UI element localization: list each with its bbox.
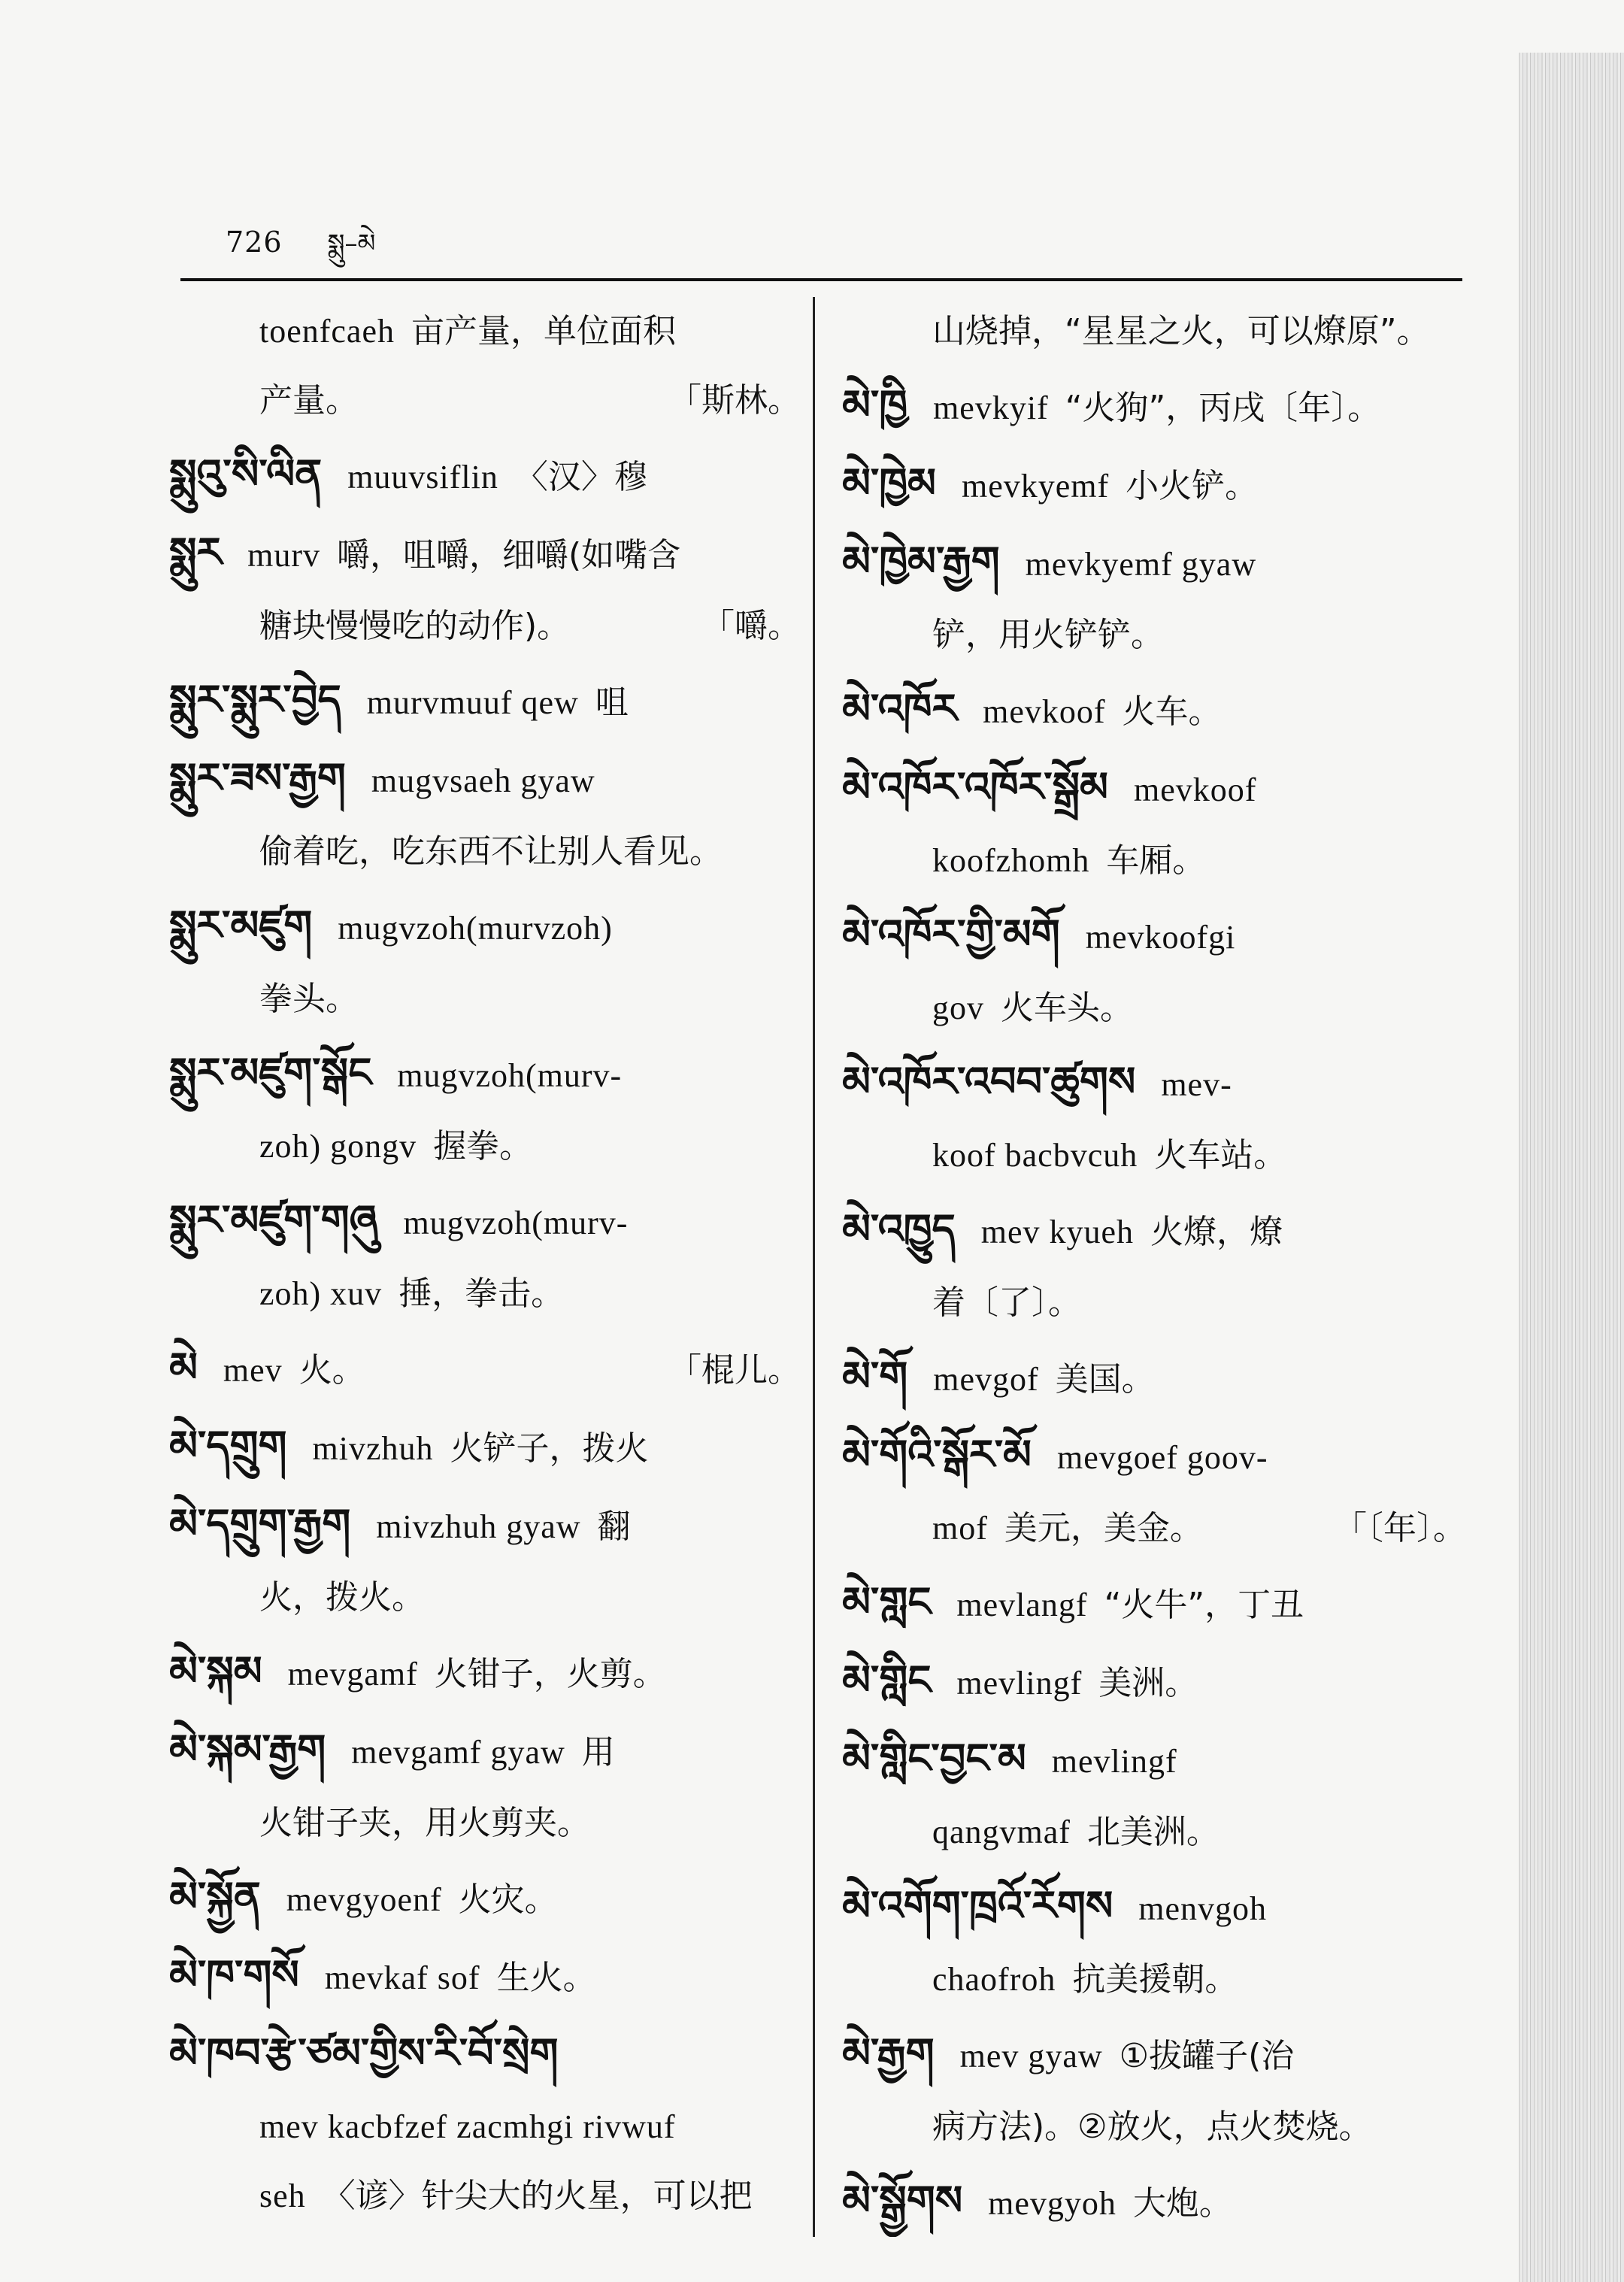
chinese-gloss: 偷着吃，吃东西不让别人看见。 — [259, 832, 723, 871]
chinese-gloss: 铲，用火铲铲。 — [932, 616, 1164, 654]
romanized-pronunciation: mevkaf sof — [324, 1959, 480, 1996]
romanized-pronunciation: koof bacbvcuh — [932, 1137, 1138, 1174]
chinese-gloss: 生火。 — [496, 1959, 596, 1997]
entry-continuation-line — [842, 1494, 1466, 1563]
page-header — [226, 214, 375, 267]
romanized-pronunciation: mev kyueh — [980, 1214, 1135, 1250]
dictionary-entry — [842, 366, 1466, 444]
tibetan-headword: མེ་འཁོར་འབབ་ཚུགས — [842, 1058, 1136, 1105]
chinese-gloss: 火燎，燎 — [1150, 1213, 1283, 1251]
left-column — [169, 297, 801, 2237]
romanized-pronunciation: koofzhomh — [932, 842, 1090, 879]
romanized-pronunciation: murvmuuf qew — [366, 684, 579, 721]
romanized-pronunciation: mevkoofgi — [1085, 919, 1236, 956]
margin-note: 「棍儿。 — [668, 1351, 801, 1390]
tibetan-headword: སྨུར་ཟས་རྒྱག — [169, 754, 346, 802]
dictionary-entry — [842, 1190, 1466, 1268]
column-divider — [813, 297, 815, 2237]
margin-note: 「〔年〕。 — [1334, 1509, 1466, 1547]
dictionary-entry — [169, 1858, 801, 1936]
entry-continuation-line — [169, 592, 801, 661]
romanized-pronunciation: mugvsaeh gyaw — [371, 762, 595, 799]
margin-note: 「斯林。 — [668, 381, 801, 420]
romanized-pronunciation: seh — [259, 2177, 306, 2214]
tibetan-headword: མེ་འཁོར་འཁོར་སྒྲོམ — [842, 763, 1108, 811]
tibetan-headword: མེ་སྐྱོན — [169, 1873, 261, 1920]
romanized-pronunciation: qangvmaf — [932, 1814, 1071, 1850]
dictionary-entry — [842, 444, 1466, 523]
scan-edge-shadow — [1519, 53, 1624, 2282]
tibetan-headword: སྨུའུ་སི་ལིན — [169, 450, 323, 498]
dictionary-entry — [842, 1563, 1466, 1641]
dictionary-entry — [169, 1632, 801, 1711]
romanized-pronunciation: muuvsiflin — [347, 459, 498, 495]
dictionary-entry — [169, 1034, 801, 1112]
tibetan-headword: མེ་སྐམ་རྒྱག — [169, 1726, 326, 1773]
header-rule — [180, 278, 1462, 281]
entry-continuation-line — [842, 1268, 1466, 1338]
entry-continuation-line — [169, 297, 801, 366]
dictionary-entry — [842, 1641, 1466, 1720]
chinese-gloss: 美元，美金。 — [1004, 1509, 1203, 1547]
tibetan-headword: མེ་ཁྱེམ — [842, 459, 936, 507]
dictionary-entry — [842, 1338, 1466, 1416]
dictionary-entry — [842, 2162, 1466, 2237]
romanized-pronunciation: mugvzoh(murv- — [397, 1057, 623, 1094]
header-word-range: སྨུ–མེ — [327, 229, 376, 259]
chinese-gloss: 糖块慢慢吃的动作)。 — [259, 607, 571, 645]
tibetan-headword: མེ་སྐམ — [169, 1647, 262, 1695]
tibetan-headword: མེ་དགྲུག་རྒྱག — [169, 1500, 351, 1547]
dictionary-entry — [169, 2014, 801, 2093]
chinese-gloss: 火。 — [298, 1351, 365, 1390]
romanized-pronunciation: mevlingf — [956, 1665, 1083, 1702]
dictionary-entry — [169, 514, 801, 592]
romanized-pronunciation: mevkyif — [933, 389, 1049, 426]
tibetan-headword: མེ་གླིང་བྱང་མ — [842, 1735, 1026, 1782]
chinese-gloss: 翻 — [597, 1508, 631, 1546]
romanized-pronunciation: mevkyemf gyaw — [1025, 546, 1257, 583]
romanized-pronunciation: mevgamf gyaw — [351, 1734, 565, 1771]
tibetan-headword: མེ་གོ — [842, 1353, 908, 1400]
dictionary-entry — [169, 1329, 801, 1407]
dictionary-entry — [169, 1936, 801, 2014]
dictionary-entry — [842, 748, 1466, 826]
romanized-pronunciation: toenfcaeh — [259, 313, 395, 350]
romanized-pronunciation: mugvzoh(murvzoh) — [338, 910, 613, 947]
tibetan-headword: མེ་གླིང — [842, 1656, 932, 1704]
romanized-pronunciation: mevgyoenf — [286, 1881, 442, 1918]
entry-continuation-line — [169, 2162, 801, 2231]
right-column — [842, 297, 1466, 2237]
dictionary-entry — [842, 523, 1466, 601]
tibetan-headword: སྨུར་མཛུག་གཞུ — [169, 1196, 378, 1244]
romanized-pronunciation: mevkoof — [1133, 771, 1257, 808]
chinese-gloss: 山烧掉，“星星之火，可以燎原”。 — [932, 312, 1430, 350]
romanized-pronunciation: zoh) xuv — [259, 1275, 383, 1312]
romanized-pronunciation: mev gyaw — [959, 2038, 1103, 2074]
tibetan-headword: མེ་ཁ་གསོ — [169, 1951, 299, 1999]
chinese-gloss: 美国。 — [1055, 1360, 1155, 1399]
dictionary-entry — [842, 896, 1466, 974]
romanized-pronunciation: mevgoef goov- — [1056, 1439, 1268, 1476]
chinese-gloss: “火牛”，丁丑 — [1104, 1586, 1304, 1624]
chinese-gloss: 握拳。 — [433, 1127, 533, 1165]
entry-continuation-line — [842, 601, 1466, 670]
romanized-pronunciation: murv — [247, 537, 320, 574]
chinese-gloss: 咀 — [595, 683, 629, 722]
entry-continuation-line — [169, 1112, 801, 1181]
entry-continuation-line — [842, 297, 1466, 366]
tibetan-headword: མེ་རྒྱག — [842, 2029, 935, 2077]
tibetan-headword: སྨུར་སྨུར་བྱེད — [169, 676, 341, 723]
entry-continuation-line — [842, 974, 1466, 1043]
tibetan-headword: མེ་གོའི་སྒོར་མོ — [842, 1431, 1032, 1478]
tibetan-headword: མེ་ཁབ་རྩེ་ཙམ་གྱིས་རི་བོ་སྲེག — [169, 2029, 559, 2077]
chinese-gloss: 着〔了〕。 — [932, 1283, 1081, 1322]
chinese-gloss: 拳头。 — [259, 980, 359, 1018]
dictionary-entry — [169, 1181, 801, 1259]
entry-continuation-line — [842, 1121, 1466, 1190]
romanized-pronunciation: mevgamf — [287, 1656, 418, 1693]
romanized-pronunciation: mev- — [1161, 1066, 1232, 1103]
dictionary-entry — [842, 1416, 1466, 1494]
margin-note: 「嚼。 — [701, 607, 801, 645]
chinese-gloss: 嚼，咀嚼，细嚼(如嘴含 — [336, 536, 681, 574]
entry-continuation-line — [169, 1789, 801, 1858]
chinese-gloss: 火车站。 — [1154, 1136, 1287, 1174]
romanized-pronunciation: zoh) gongv — [259, 1128, 417, 1165]
dictionary-entry — [169, 886, 801, 965]
tibetan-headword: མེ་འཁོར་གྱི་མགོ — [842, 911, 1060, 958]
romanized-pronunciation: mugvzoh(murv- — [403, 1205, 629, 1241]
romanized-pronunciation: mev kacbfzef zacmhgi rivwuf — [259, 2108, 676, 2145]
chinese-gloss: 〈谚〉针尖大的火星，可以把 — [322, 2177, 753, 2215]
chinese-gloss: 捶，拳击。 — [398, 1274, 565, 1313]
tibetan-headword: མེ་འགོག་ཁྲའོ་རོགས — [842, 1882, 1113, 1929]
entry-continuation-line — [842, 1945, 1466, 2014]
chinese-gloss: 火灾。 — [458, 1880, 558, 1919]
tibetan-headword: མེ་འཁྱུད — [842, 1205, 956, 1253]
dictionary-entry — [169, 435, 801, 514]
entry-continuation-line — [169, 817, 801, 886]
dictionary-entry — [842, 1720, 1466, 1798]
dictionary-entry — [169, 1407, 801, 1485]
dictionary-entry — [169, 661, 801, 739]
chinese-gloss: 大炮。 — [1132, 2184, 1232, 2223]
romanized-pronunciation: mivzhuh gyaw — [376, 1508, 581, 1545]
romanized-pronunciation: mevkoof — [983, 693, 1106, 730]
romanized-pronunciation: menvgoh — [1138, 1890, 1268, 1927]
chinese-gloss: 火，拨火。 — [259, 1578, 425, 1617]
romanized-pronunciation: mevgyoh — [988, 2185, 1116, 2222]
chinese-gloss: 北美洲。 — [1086, 1813, 1220, 1851]
romanized-pronunciation: mevgof — [933, 1361, 1039, 1398]
tibetan-headword: སྨུར — [169, 529, 223, 576]
tibetan-headword: མེ་ཁྱི — [842, 381, 908, 429]
romanized-pronunciation: mev — [223, 1352, 283, 1389]
tibetan-headword: མེ་གླང — [842, 1578, 932, 1626]
chinese-gloss: 产量。 — [259, 381, 359, 420]
tibetan-headword: མེ་སྒྱོགས — [842, 2177, 963, 2224]
tibetan-headword: མེ་ཁྱེམ་རྒྱག — [842, 538, 1000, 585]
chinese-gloss: 美洲。 — [1098, 1664, 1198, 1702]
dictionary-entry — [169, 1711, 801, 1789]
chinese-gloss: 车厢。 — [1106, 841, 1206, 880]
entry-continuation-line — [842, 826, 1466, 896]
tibetan-headword: སྨུར་མཛུག — [169, 902, 313, 949]
dictionary-entry — [169, 739, 801, 817]
chinese-gloss: 火铲子，拨火 — [450, 1429, 649, 1468]
dictionary-entry — [169, 1485, 801, 1563]
chinese-gloss: ①拔罐子(治 — [1119, 2037, 1295, 2075]
chinese-gloss: 〈汉〉穆 — [514, 458, 647, 496]
chinese-gloss: “火狗”，丙戌〔年〕。 — [1065, 389, 1381, 427]
entry-continuation-line — [842, 1798, 1466, 1867]
tibetan-headword: མེ་དགྲུག — [169, 1422, 287, 1469]
chinese-gloss: 病方法)。②放火，点火焚烧。 — [932, 2108, 1372, 2146]
page-number: 726 — [226, 226, 283, 259]
chinese-gloss: 抗美援朝。 — [1072, 1960, 1238, 1999]
chinese-gloss: 火钳子夹，用火剪夹。 — [259, 1804, 590, 1842]
romanized-pronunciation: mevlangf — [956, 1586, 1088, 1623]
romanized-pronunciation: mevkyemf — [961, 468, 1110, 505]
dictionary-entry — [842, 2014, 1466, 2093]
romanized-pronunciation: mivzhuh — [312, 1430, 434, 1467]
chinese-gloss: 亩产量，单位面积 — [411, 312, 676, 350]
romanized-pronunciation: mevlingf — [1051, 1743, 1177, 1780]
entry-continuation-line — [169, 1259, 801, 1329]
tibetan-headword: མེ་འཁོར — [842, 685, 958, 732]
entry-continuation-line — [169, 2093, 801, 2162]
romanized-pronunciation: chaofroh — [932, 1961, 1056, 1998]
dictionary-entry — [842, 670, 1466, 748]
tibetan-headword: མེ — [169, 1344, 198, 1391]
entry-continuation-line — [169, 1563, 801, 1632]
tibetan-headword: སྨུར་མཛུག་སྒོང — [169, 1049, 372, 1096]
chinese-gloss: 小火铲。 — [1126, 467, 1259, 505]
romanized-pronunciation: gov — [932, 989, 984, 1026]
entry-continuation-line — [169, 366, 801, 435]
entry-continuation-line — [169, 965, 801, 1034]
chinese-gloss: 用 — [581, 1733, 615, 1771]
chinese-gloss: 火车。 — [1122, 692, 1222, 731]
chinese-gloss: 火车头。 — [1001, 989, 1133, 1027]
dictionary-entry — [842, 1043, 1466, 1121]
entry-continuation-line — [842, 2093, 1466, 2162]
romanized-pronunciation: mof — [932, 1510, 988, 1547]
dictionary-entry — [842, 1867, 1466, 1945]
chinese-gloss: 火钳子，火剪。 — [434, 1655, 666, 1693]
